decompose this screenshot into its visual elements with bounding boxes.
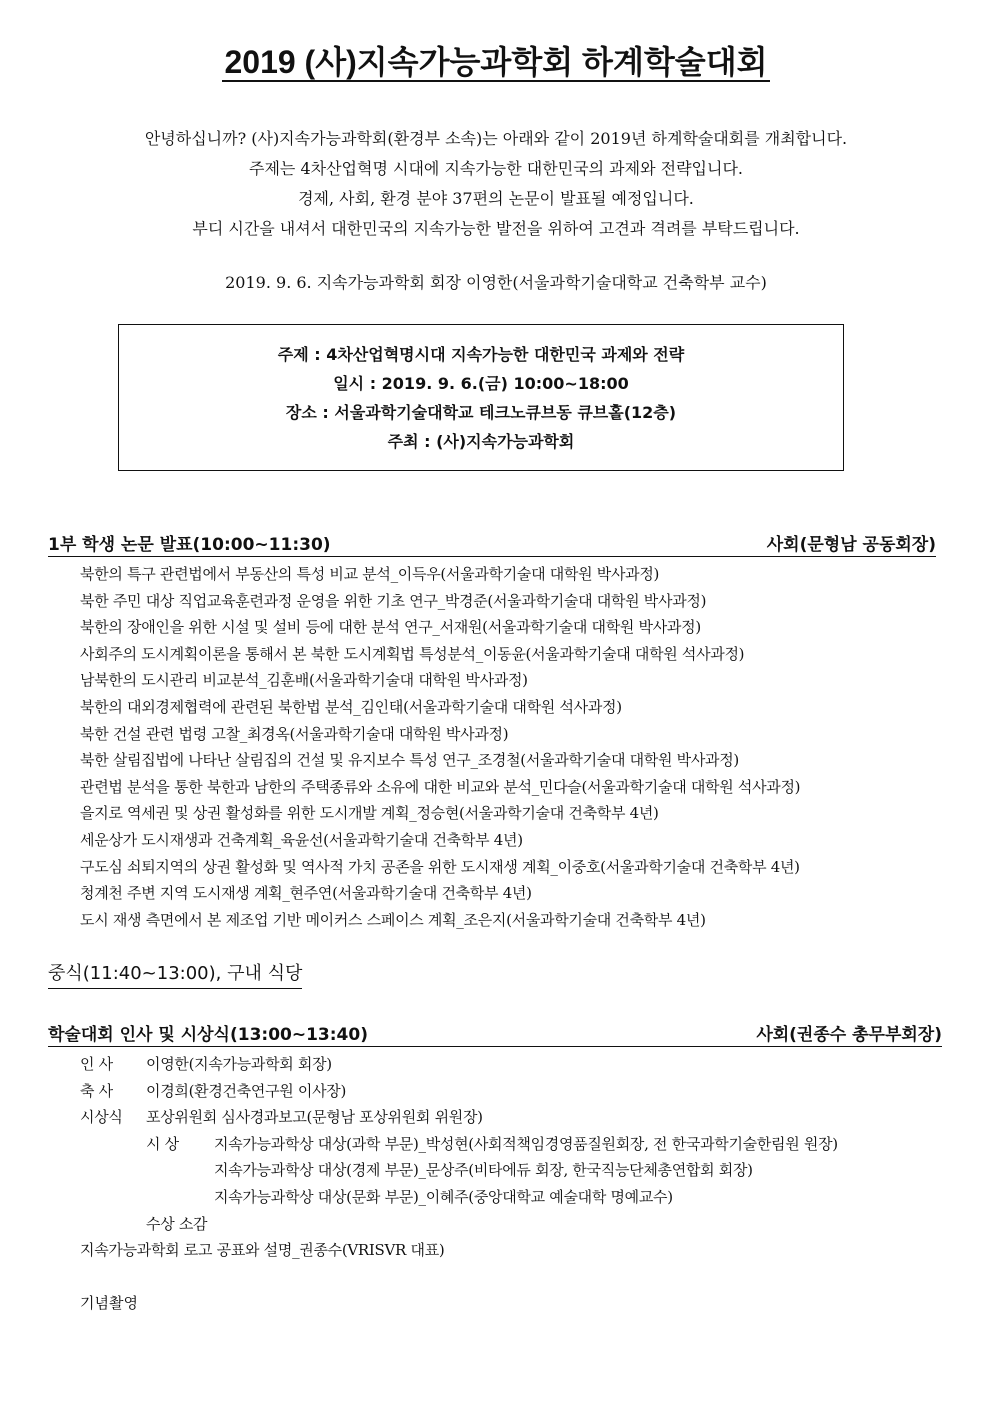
congrats-label: 축 사	[80, 1081, 113, 1100]
list-item: 세운상가 도시재생과 건축계획_육윤선(서울과학기술대 건축학부 4년)	[80, 830, 523, 849]
program-row	[80, 1104, 960, 1131]
award-sub-label: 시 상	[146, 1134, 179, 1153]
session1-paper-list	[80, 561, 960, 933]
event-date: 일시 : 2019. 9. 6.(금) 10:00~18:00	[333, 374, 629, 393]
list-item: 북한 주민 대상 직업교육훈련과정 운영을 위한 기초 연구_박경준(서울과학기술대 대학원 박사과정)	[80, 591, 707, 610]
program-row	[80, 1157, 960, 1184]
session1-header	[48, 530, 936, 557]
title-text: 2019 (사)지속가능과학회 하계학술대회	[224, 44, 768, 80]
list-item: 남북한의 도시관리 비교분석_김훈배(서울과학기술대 대학원 박사과정)	[80, 671, 528, 690]
award-label: 시상식	[80, 1108, 123, 1127]
program-row	[80, 1211, 960, 1238]
greeting-value: 이영한(지속가능과학회 회장)	[146, 1055, 332, 1073]
page-title	[0, 42, 992, 82]
award-item: 지속가능과학상 대상(문화 부문)_이혜주(중앙대학교 예술대학 명예교수)	[214, 1187, 673, 1206]
logo-announcement: 지속가능과학회 로고 공표와 설명_권종수(VRISVR 대표)	[80, 1241, 445, 1260]
program-row	[80, 1051, 960, 1078]
program-row	[80, 1078, 960, 1105]
ceremony-moderator: 사회(권종수 총무부회장)	[756, 1025, 942, 1045]
closing-photo: 기념촬영	[80, 1294, 138, 1312]
ceremony-header	[48, 1020, 942, 1047]
event-theme: 주제 : 4차산업혁명시대 지속가능한 대한민국 과제와 전략	[277, 345, 685, 364]
ceremony-title: 학술대회 인사 및 시상식(13:00~13:40)	[48, 1025, 368, 1045]
list-item: 구도심 쇠퇴지역의 상권 활성화 및 역사적 가치 공존을 위한 도시재생 계획_이중호(서울과학기술대 건축학부 4년)	[80, 857, 800, 876]
list-item: 북한의 특구 관련법에서 부동산의 특성 비교 분석_이득우(서울과학기술대 대학원 박사과정)	[80, 565, 660, 583]
list-item: 북한 살림집법에 나타난 살림집의 건설 및 유지보수 특성 연구_조경철(서울과학기술대 대학원 박사과정)	[80, 751, 739, 770]
list-item: 청계천 주변 지역 도시재생 계획_현주연(서울과학기술대 건축학부 4년)	[80, 884, 532, 903]
session1-moderator: 사회(문형남 공동회장)	[766, 535, 936, 555]
list-item: 북한의 장애인을 위한 시설 및 설비 등에 대한 분석 연구_서재원(서울과학기술대 대학원 박사과정)	[80, 618, 701, 637]
lunch-notice: 중식(11:40~13:00), 구내 식당	[48, 960, 302, 989]
signature-line: 2019. 9. 6. 지속가능과학회 회장 이영한(서울과학기술대학교 건축학부 교수)	[225, 273, 767, 292]
list-item: 관련법 분석을 통한 북한과 남한의 주택종류와 소유에 대한 비교와 분석_민다슬(서울과학기술대 대학원 석사과정)	[80, 777, 801, 796]
event-place: 장소 : 서울과학기술대학교 테크노큐브동 큐브홀(12층)	[285, 403, 677, 422]
program-row	[80, 1184, 960, 1211]
event-host: 주최 : (사)지속가능과학회	[387, 432, 575, 451]
greeting-label: 인 사	[80, 1055, 113, 1073]
intro-line: 경제, 사회, 환경 분야 37편의 논문이 발표될 예정입니다.	[298, 189, 694, 208]
intro-line: 부디 시간을 내셔서 대한민국의 지속가능한 발전을 위하여 고견과 격려를 부탁드립니다.	[192, 219, 800, 238]
intro-line: 주제는 4차산업혁명 시대에 지속가능한 대한민국의 과제와 전략입니다.	[248, 159, 743, 178]
list-item: 도시 재생 측면에서 본 제조업 기반 메이커스 스페이스 계획_조은지(서울과학기술대 건축학부 4년)	[80, 910, 706, 929]
list-item: 북한의 대외경제협력에 관련된 북한법 분석_김인태(서울과학기술대 대학원 석사과정)	[80, 697, 622, 716]
award-item: 지속가능과학상 대상(과학 부문)_박성현(사회적책임경영품질원회장, 전 한국과학기술한림원 원장)	[214, 1134, 838, 1153]
intro-paragraph	[0, 124, 992, 244]
award-item: 지속가능과학상 대상(경제 부문)_문상주(비타에듀 회장, 한국직능단체총연합회 회장)	[214, 1161, 753, 1180]
award-report: 포상위원회 심사경과보고(문형남 포상위원회 위원장)	[146, 1108, 483, 1127]
list-item: 북한 건설 관련 법령 고찰_최경옥(서울과학기술대 대학원 박사과정)	[80, 724, 509, 743]
event-info-box	[118, 324, 844, 471]
program-row	[80, 1237, 960, 1264]
list-item: 사회주의 도시계획이론을 통해서 본 북한 도시계획법 특성분석_이동윤(서울과학기술대 대학원 석사과정)	[80, 644, 745, 663]
intro-line: 안녕하십니까? (사)지속가능과학회(환경부 소속)는 아래와 같이 2019년 하계학술대회를 개최합니다.	[144, 129, 848, 148]
session1-title: 1부 학생 논문 발표(10:00~11:30)	[48, 535, 331, 555]
acceptance-speech: 수상 소감	[146, 1214, 208, 1233]
congrats-value: 이경희(환경건축연구원 이사장)	[146, 1081, 347, 1100]
ceremony-program	[80, 1051, 960, 1264]
list-item: 을지로 역세권 및 상권 활성화를 위한 도시개발 계획_정승현(서울과학기술대 건축학부 4년)	[80, 804, 659, 823]
program-row	[80, 1131, 960, 1158]
